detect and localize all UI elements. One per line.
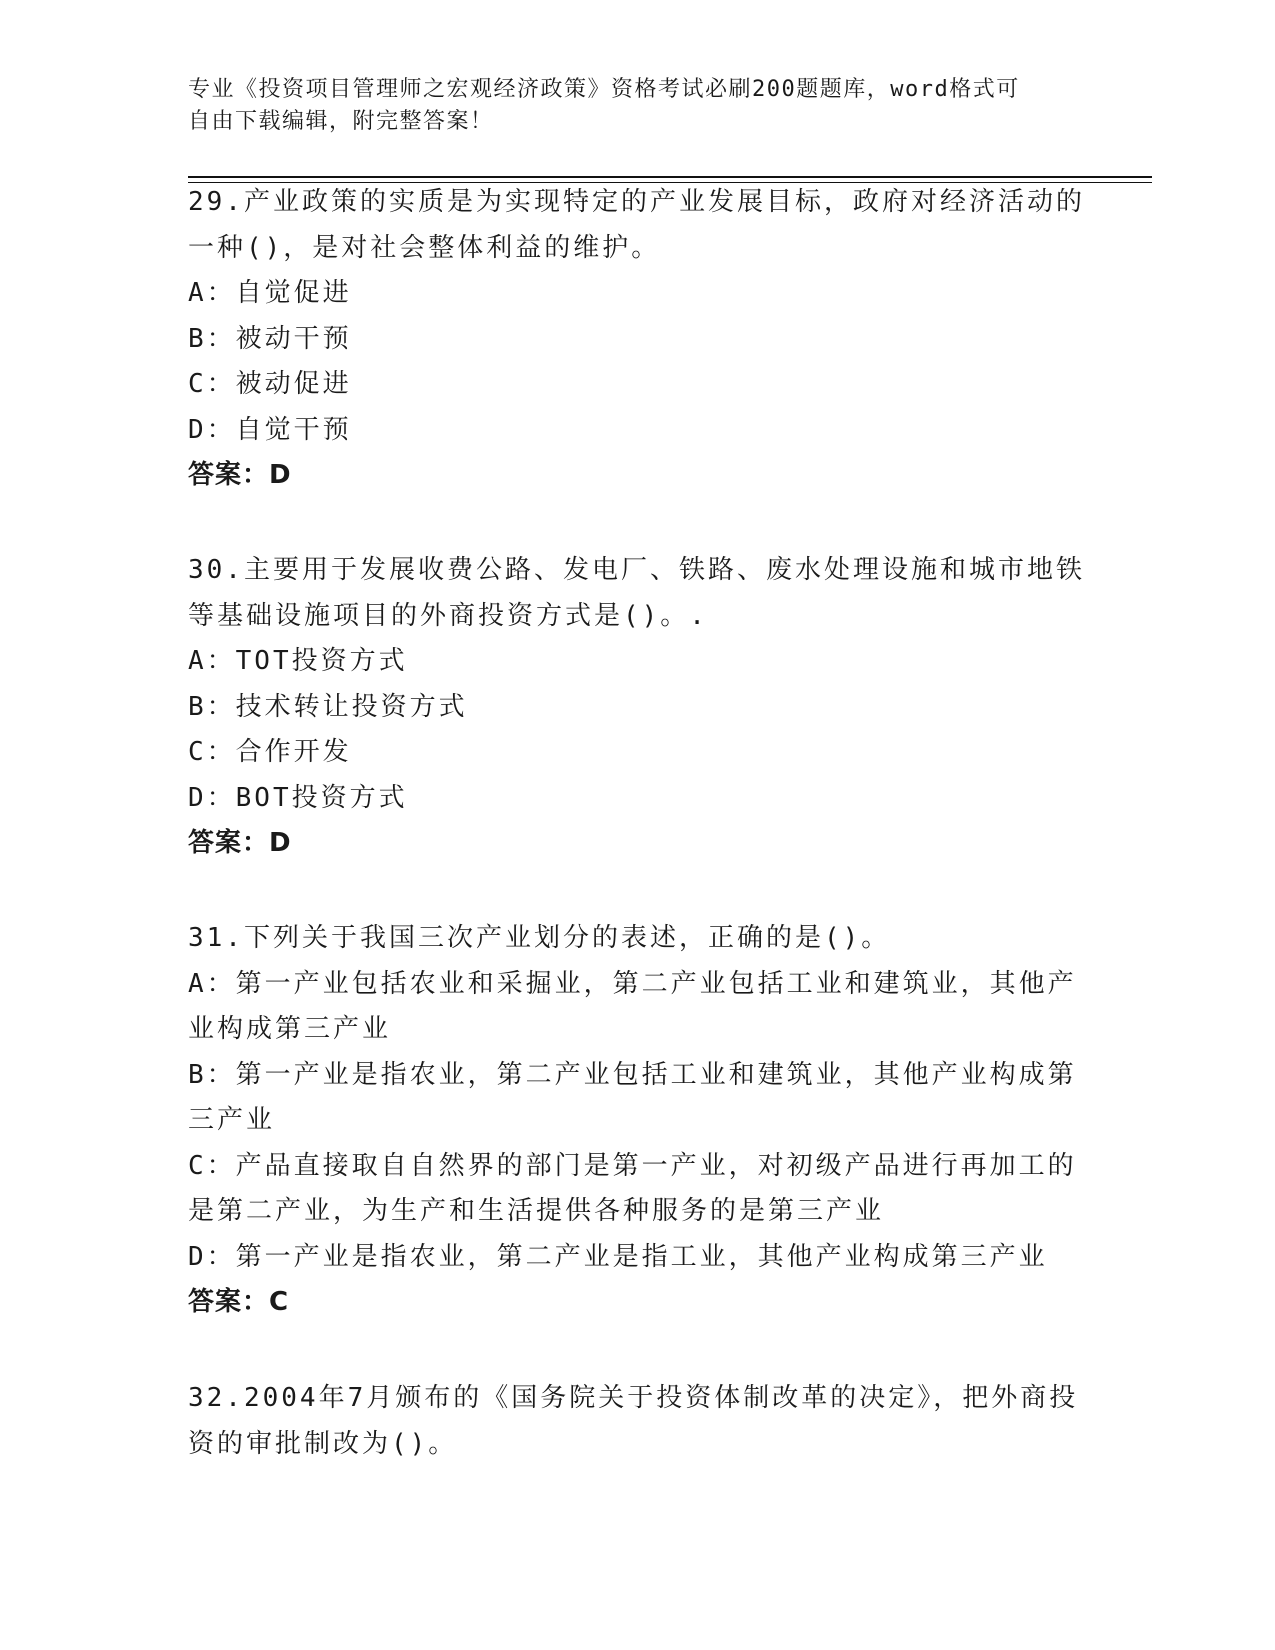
question-stem: 一种()，是对社会整体利益的维护。: [188, 232, 661, 263]
answer: 答案：D: [188, 460, 292, 490]
option-c: C：产品直接取自自然界的部门是第一产业，对初级产品进行再加工的: [188, 1150, 1077, 1181]
question-31: [188, 916, 1088, 1326]
header-line-2: 自由下载编辑，附完整答案！: [188, 109, 494, 134]
option-a-continued: 业构成第三产业: [188, 1014, 392, 1044]
option-c-continued: 是第二产业，为生产和生活提供各种服务的是第三产业: [188, 1196, 885, 1226]
option-b: B：第一产业是指农业，第二产业包括工业和建筑业，其他产业构成第: [188, 1059, 1077, 1090]
question-stem: 29.产业政策的实质是为实现特定的产业发展目标，政府对经济活动的: [188, 187, 1085, 217]
question-32: [188, 1376, 1088, 1467]
question-30: [188, 548, 1088, 867]
option-d: D：自觉干预: [188, 414, 352, 445]
question-stem: 30.主要用于发展收费公路、发电厂、铁路、废水处理设施和城市地铁: [188, 555, 1085, 585]
option-d: D：第一产业是指农业，第二产业是指工业，其他产业构成第三产业: [188, 1241, 1048, 1272]
option-a: A：TOT投资方式: [188, 646, 408, 676]
option-c: C：被动促进: [188, 369, 352, 399]
option-c: C：合作开发: [188, 737, 352, 767]
option-a: A：第一产业包括农业和采掘业，第二产业包括工业和建筑业，其他产: [188, 968, 1077, 999]
question-stem: 31.下列关于我国三次产业划分的表述，正确的是()。: [188, 923, 891, 953]
answer: 答案：D: [188, 828, 292, 858]
question-29: [188, 180, 1088, 499]
option-d: D：BOT投资方式: [188, 782, 408, 813]
question-stem: 等基础设施项目的外商投资方式是()。.: [188, 600, 708, 631]
option-a: A：自觉促进: [188, 278, 352, 308]
question-stem: 资的审批制改为()。: [188, 1428, 458, 1459]
header-line-1: 专业《投资项目管理师之宏观经济政策》资格考试必刷200题题库，word格式可: [188, 77, 1020, 102]
option-b-continued: 三产业: [188, 1105, 276, 1135]
option-b: B：技术转让投资方式: [188, 691, 468, 722]
question-stem: 32.2004年7月颁布的《国务院关于投资体制改革的决定》，把外商投: [188, 1383, 1079, 1413]
option-b: B：被动干预: [188, 323, 352, 354]
header-divider-thick: [188, 176, 1152, 178]
answer: 答案：C: [188, 1287, 290, 1317]
document-header: [188, 74, 1068, 138]
